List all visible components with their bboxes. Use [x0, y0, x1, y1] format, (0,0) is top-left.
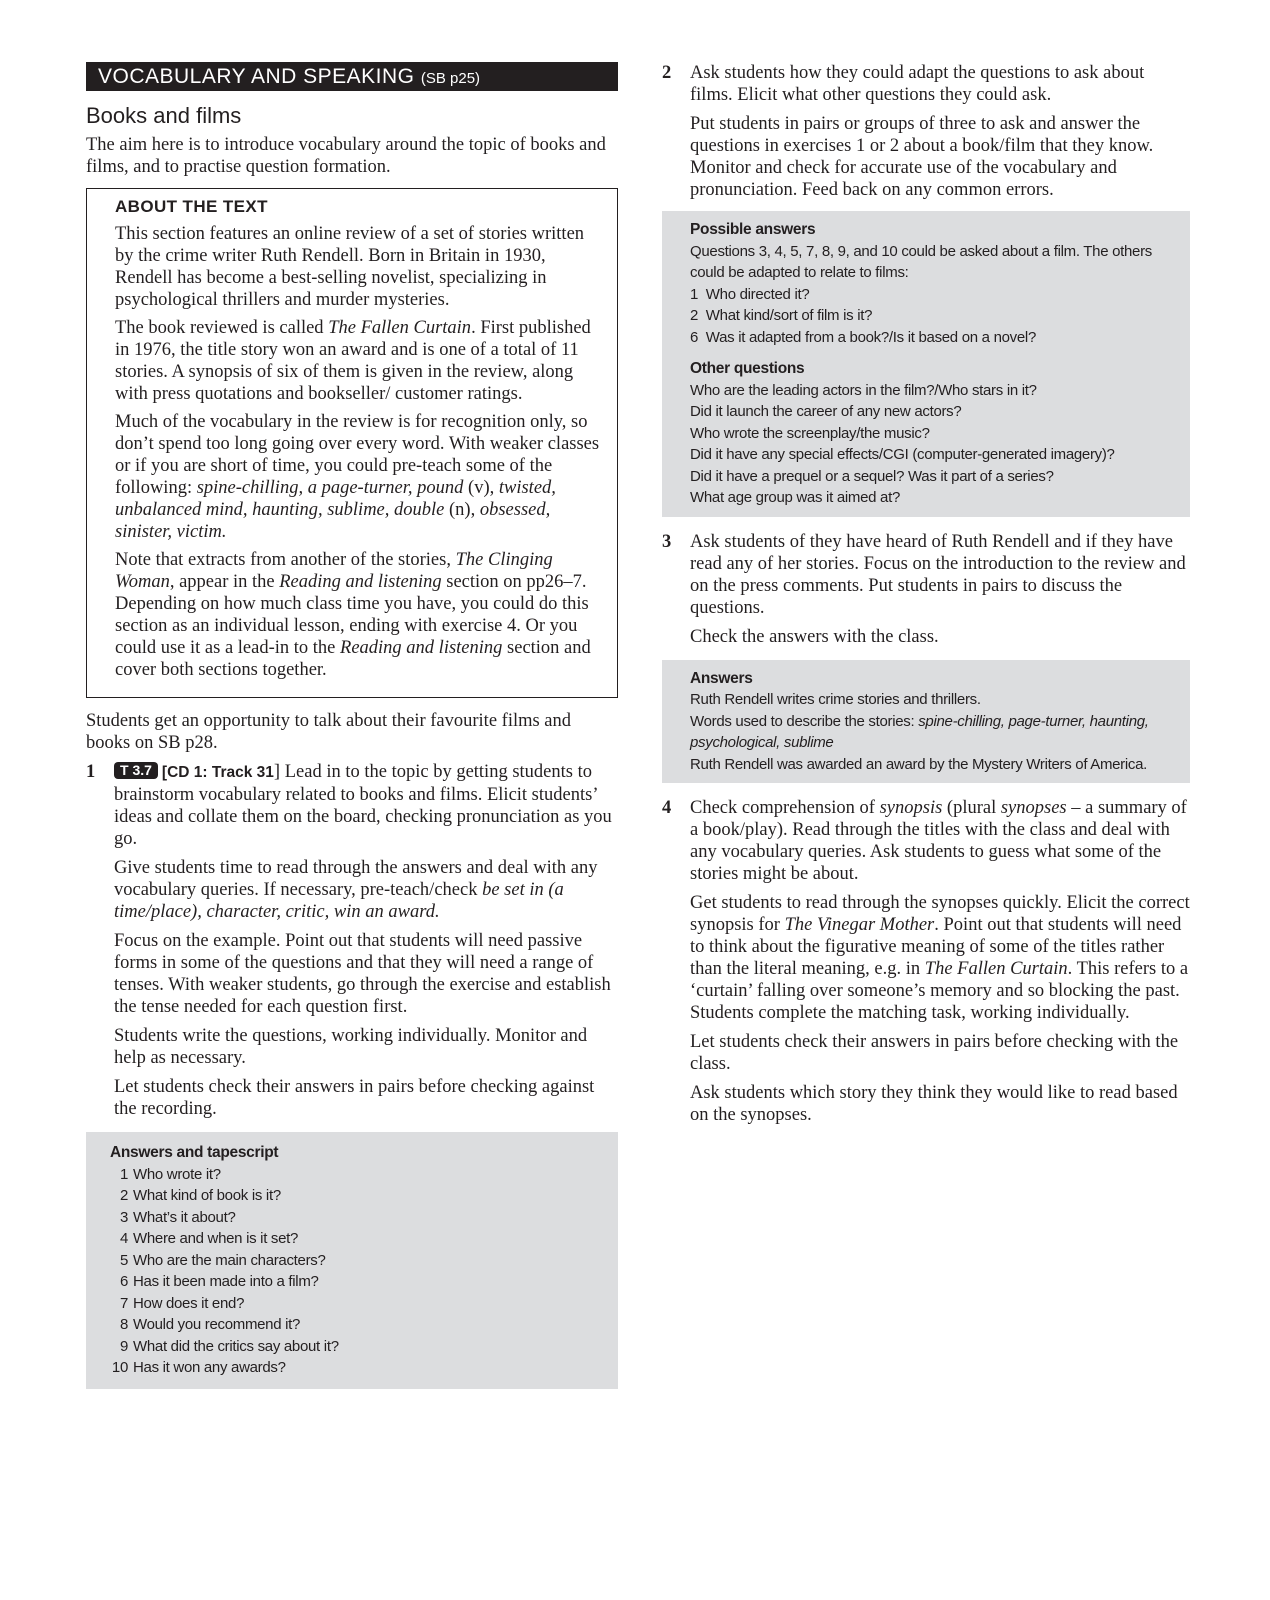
list-item: 2 What kind/sort of film is it?	[690, 307, 873, 324]
book-title: The Fallen Curtain	[328, 318, 472, 338]
list-item: 6 Has it been made into a film?	[119, 1273, 319, 1290]
answers-box	[662, 660, 1190, 784]
track-ref: CD 1: Track 31	[167, 764, 274, 781]
exercise-1-paragraph-2: Give students time to read through the answers and deal with any vocabulary queries. If necessary, pre-teach/check be set in (a time/place), character, critic, win an award.	[114, 858, 598, 922]
possible-answers-title: Possible answers	[690, 221, 816, 238]
list-item: 3 What’s it about?	[119, 1208, 236, 1226]
about-paragraph-4: Note that extracts from another of the stories, The Clinging Woman, appear in the Reading and listening section on pp26–7. Depending on how much class time you have, you could do this section as an individual lesson, ending with exercise 4. Or you could use it as a lead-in to the Reading and listening section and cover both sections together.	[115, 550, 591, 680]
exercise-3	[662, 531, 1190, 648]
right-column	[662, 62, 1190, 1133]
about-paragraph-2: The book reviewed is called The Fallen Curtain. First published in 1976, the title story won an award and is one of a total of 11 stories. A synopsis of six of them is given in the review, along with press quotations and bookseller/ customer ratings.	[115, 318, 591, 404]
answer-line: Words used to describe the stories: spine-chilling, page-turner, haunting, psychological, sublime	[690, 712, 1149, 751]
possible-answers-box	[662, 211, 1190, 517]
tapescript-list	[110, 1164, 604, 1379]
list-item: Who wrote the screenplay/the music?	[690, 424, 930, 442]
subheading: Books and films	[86, 103, 242, 128]
exercise-4-paragraph-3: Let students check their answers in pairs before checking with the class.	[690, 1032, 1179, 1074]
exercise-2-paragraph-2: Put students in pairs or groups of three to ask and answer the questions in exercises 1 or 2 about a book/film that they know. Monitor and check for accurate use of the vocabulary and pronunciation. Feed back on any common errors.	[690, 114, 1154, 200]
exercise-1-paragraph-4: Students write the questions, working individually. Monitor and help as necessary.	[114, 1026, 588, 1068]
section-title: VOCABULARY AND SPEAKING	[98, 65, 415, 88]
list-item: 2 What kind of book is it?	[119, 1187, 281, 1204]
left-column	[86, 62, 618, 1389]
list-item: What age group was it aimed at?	[690, 489, 900, 506]
exercise-4-paragraph-1: Check comprehension of synopsis (plural synopses – a summary of a book/play). Read through the titles with the class and deal with any vocabulary queries. Ask students to guess what some of the stories might be about.	[690, 798, 1187, 884]
students-intro: Students get an opportunity to talk about their favourite films and books on SB p28.	[86, 711, 572, 753]
about-title: ABOUT THE TEXT	[115, 197, 268, 216]
list-item: 9 What did the critics say about it?	[119, 1337, 339, 1355]
list-item: 5 Who are the main characters?	[119, 1251, 326, 1269]
exercise-number: 1	[86, 762, 96, 782]
list-item: 1 Who wrote it?	[119, 1165, 221, 1183]
about-paragraph-1: This section features an online review of a set of stories written by the crime writer Ruth Rendell. Born in Britain in 1930, Rendell has become a best-selling novelist, specializing in psychological thrillers and murder mysteries.	[115, 224, 585, 310]
other-questions-title: Other questions	[690, 360, 805, 377]
section-heading-bar	[86, 62, 618, 91]
about-the-text-box	[86, 188, 618, 698]
track-badge: T 3.7	[114, 762, 158, 779]
about-paragraph-3: Much of the vocabulary in the review is for recognition only, so don’t spend too long going over every word. With weaker classes or if you are short of time, you could pre-teach some of the following: spine-chilling, a page-turner, pound (v), twisted, unbalanced mind, haunting, sublime, double (n), obsessed, sinister, victim.	[115, 412, 600, 542]
answer-line: Ruth Rendell writes crime stories and thrillers.	[690, 691, 981, 708]
list-item: Did it have any special effects/CGI (computer-generated imagery)?	[690, 446, 1115, 463]
exercise-1-paragraph-3: Focus on the example. Point out that students will need passive forms in some of the questions and that they will need a range of tenses. With weaker students, go through the exercise and establish the tense needed for each question first.	[114, 931, 611, 1017]
exercise-number: 3	[662, 531, 672, 552]
exercise-4-paragraph-4: Ask students which story they think they would like to read based on the synopses.	[690, 1083, 1178, 1125]
exercise-3-paragraph-1: Ask students of they have heard of Ruth Rendell and if they have read any of her stories. Focus on the introduction to the review and on the press comments. Put students in pairs to discuss the questions.	[690, 531, 1186, 618]
list-item: 4 Where and when is it set?	[119, 1230, 299, 1247]
list-item: 8 Would you recommend it?	[119, 1316, 301, 1333]
tapescript-title: Answers and tapescript	[110, 1144, 279, 1161]
exercise-1	[86, 761, 618, 1120]
exercise-number: 2	[662, 63, 672, 83]
list-item: 7 How does it end?	[119, 1294, 245, 1312]
exercise-2-paragraph-1: Ask students how they could adapt the questions to ask about films. Elicit what other questions they could ask.	[690, 63, 1145, 105]
section-ref: (SB p25)	[420, 70, 481, 87]
exercise-4	[662, 797, 1190, 1126]
exercise-1-paragraph-5: Let students check their answers in pairs before checking against the recording.	[114, 1077, 595, 1119]
list-item: 1 Who directed it?	[690, 285, 810, 303]
exercise-4-paragraph-2: Get students to read through the synopses quickly. Elicit the correct synopsis for The Vinegar Mother. Point out that students will need to think about the figurative meaning of some of the titles rather than the literal meaning, e.g. in The Fallen Curtain. This refers to a ‘curtain’ falling over someone’s memory and so blocking the past. Students complete the matching task, working individually.	[690, 893, 1190, 1023]
list-item: Who are the leading actors in the film?/Who stars in it?	[690, 381, 1037, 399]
possible-answers-intro: Questions 3, 4, 5, 7, 8, 9, and 10 could be asked about a film. The others could be adapted to relate to films:	[690, 242, 1152, 281]
exercise-1-paragraph-1: T 3.7 [CD 1: Track 31] Lead in to the topic by getting students to brainstorm vocabulary related to books and films. Elicit students’ ideas and collate them on the board, checking pronunciation as you go.	[114, 762, 612, 849]
intro-paragraph: The aim here is to introduce vocabulary around the topic of books and films, and to practise question formation.	[86, 135, 606, 177]
exercise-3-paragraph-2: Check the answers with the class.	[690, 626, 939, 647]
list-item: 6 Was it adapted from a book?/Is it based on a novel?	[690, 328, 1036, 346]
answers-tapescript-box	[86, 1132, 618, 1389]
list-item: Did it have a prequel or a sequel? Was it part of a series?	[690, 467, 1054, 485]
answers-title: Answers	[690, 669, 753, 687]
exercise-2	[662, 62, 1190, 201]
list-item: Did it launch the career of any new actors?	[690, 403, 962, 420]
list-item: 10 Has it won any awards?	[111, 1359, 286, 1376]
exercise-number: 4	[662, 798, 672, 818]
answer-line: Ruth Rendell was awarded an award by the Mystery Writers of America.	[690, 755, 1148, 773]
